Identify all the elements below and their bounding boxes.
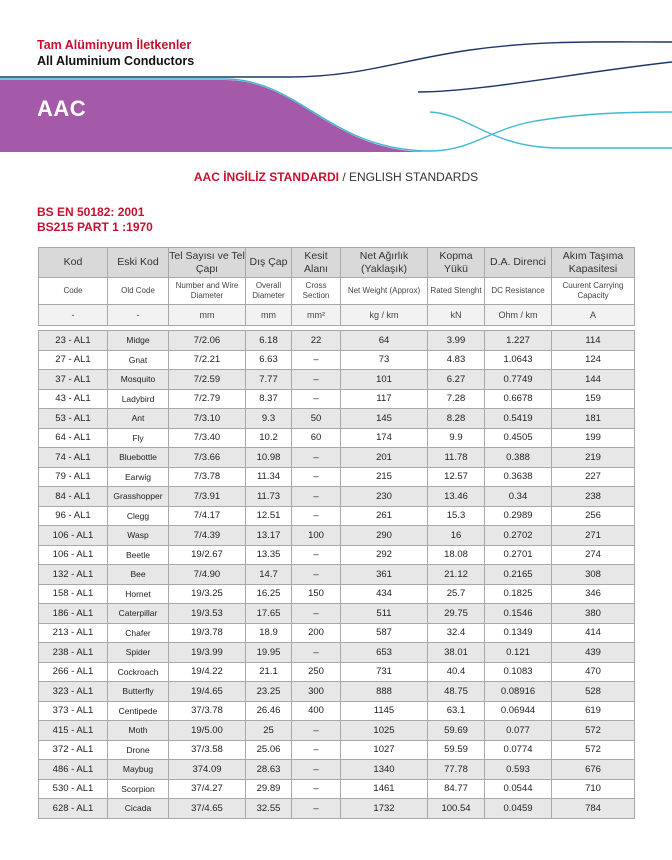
table-cell: – — [292, 389, 341, 409]
table-cell: 100 — [292, 526, 341, 546]
col-subheader: Rated Stenght — [428, 278, 485, 305]
table-cell: 219 — [552, 448, 635, 468]
table-row — [39, 740, 635, 760]
header-row-units — [39, 305, 635, 326]
col-header: Eski Kod — [108, 248, 169, 278]
col-header: Kod — [39, 248, 108, 278]
table-cell: 43 - AL1 — [39, 389, 108, 409]
table-cell: 380 — [552, 604, 635, 624]
table-cell: 200 — [292, 623, 341, 643]
table-cell: 572 — [552, 721, 635, 741]
table-cell: 25.06 — [246, 740, 292, 760]
table-cell: 13.35 — [246, 545, 292, 565]
table-cell: 0.3638 — [485, 467, 552, 487]
table-cell: 101 — [341, 370, 428, 390]
table-cell: 38.01 — [428, 643, 485, 663]
table-cell: 1027 — [341, 740, 428, 760]
table-row — [39, 682, 635, 702]
table-cell: – — [292, 467, 341, 487]
table-cell: 29.89 — [246, 779, 292, 799]
brand-title-turkish: Tam Alüminyum İletkenler — [37, 38, 192, 52]
table-cell: 19/5.00 — [169, 721, 246, 741]
table-row — [39, 428, 635, 448]
table-cell: 7/3.10 — [169, 409, 246, 429]
table-row — [39, 662, 635, 682]
table-cell: Bee — [108, 565, 169, 585]
standard-heading — [0, 170, 672, 184]
col-unit: mm² — [292, 305, 341, 326]
table-row — [39, 779, 635, 799]
table-cell: Mosquito — [108, 370, 169, 390]
table-cell: 0.34 — [485, 487, 552, 507]
table-row — [39, 350, 635, 370]
table-cell: 0.5419 — [485, 409, 552, 429]
col-unit: mm — [169, 305, 246, 326]
table-cell: 19/3.78 — [169, 623, 246, 643]
col-header: Tel Sayısı ve Tel Çapı — [169, 248, 246, 278]
table-cell: – — [292, 799, 341, 819]
table-cell: 60 — [292, 428, 341, 448]
table-cell: Earwig — [108, 467, 169, 487]
table-cell: 1732 — [341, 799, 428, 819]
table-cell: 74 - AL1 — [39, 448, 108, 468]
table-row — [39, 701, 635, 721]
table-row — [39, 799, 635, 819]
table-cell: 11.78 — [428, 448, 485, 468]
table-cell: Spider — [108, 643, 169, 663]
col-subheader: DC Resistance — [485, 278, 552, 305]
table-cell: 300 — [292, 682, 341, 702]
table-cell: 8.37 — [246, 389, 292, 409]
table-cell: 23.25 — [246, 682, 292, 702]
table-cell: 0.121 — [485, 643, 552, 663]
table-cell: Grasshopper — [108, 487, 169, 507]
table-cell: 619 — [552, 701, 635, 721]
col-unit: kg / km — [341, 305, 428, 326]
table-cell: 25 — [246, 721, 292, 741]
table-cell: 7/4.17 — [169, 506, 246, 526]
table-cell: 0.0544 — [485, 779, 552, 799]
table-cell: 308 — [552, 565, 635, 585]
col-subheader: Cuurent Carrying Capacity — [552, 278, 635, 305]
table-cell: 0.6678 — [485, 389, 552, 409]
table-cell: Cockroach — [108, 662, 169, 682]
table-cell: 10.2 — [246, 428, 292, 448]
table-row — [39, 370, 635, 390]
table-cell: 0.08916 — [485, 682, 552, 702]
table-cell: 1461 — [341, 779, 428, 799]
table-cell: 400 — [292, 701, 341, 721]
table-cell: 256 — [552, 506, 635, 526]
table-cell: 64 — [341, 331, 428, 351]
table-cell: 1340 — [341, 760, 428, 780]
table-row — [39, 623, 635, 643]
table-cell: 0.2989 — [485, 506, 552, 526]
table-row — [39, 721, 635, 741]
spec-table-body — [39, 331, 635, 819]
standard-reference-2: BS215 PART 1 :1970 — [37, 220, 153, 234]
table-cell: 7/2.21 — [169, 350, 246, 370]
table-cell: 19/4.22 — [169, 662, 246, 682]
table-row — [39, 565, 635, 585]
table-row — [39, 760, 635, 780]
table-cell: 346 — [552, 584, 635, 604]
col-header: Akım Taşıma Kapasitesi — [552, 248, 635, 278]
table-cell: 731 — [341, 662, 428, 682]
table-cell: 100.54 — [428, 799, 485, 819]
table-cell: – — [292, 448, 341, 468]
table-row — [39, 643, 635, 663]
table-cell: 28.63 — [246, 760, 292, 780]
table-cell: 79 - AL1 — [39, 467, 108, 487]
table-cell: – — [292, 506, 341, 526]
table-cell: 7.77 — [246, 370, 292, 390]
table-cell: 434 — [341, 584, 428, 604]
table-cell: 10.98 — [246, 448, 292, 468]
table-cell: 181 — [552, 409, 635, 429]
table-cell: Moth — [108, 721, 169, 741]
table-cell: 26.46 — [246, 701, 292, 721]
table-cell: 199 — [552, 428, 635, 448]
table-row — [39, 467, 635, 487]
table-cell: 117 — [341, 389, 428, 409]
header-row-tr — [39, 248, 635, 278]
table-cell: 12.57 — [428, 467, 485, 487]
table-cell: 0.2165 — [485, 565, 552, 585]
table-cell: 8.28 — [428, 409, 485, 429]
col-unit: - — [108, 305, 169, 326]
table-cell: 784 — [552, 799, 635, 819]
table-cell: – — [292, 779, 341, 799]
table-cell: 16 — [428, 526, 485, 546]
col-unit: kN — [428, 305, 485, 326]
table-cell: 1.227 — [485, 331, 552, 351]
table-cell: 9.3 — [246, 409, 292, 429]
standard-reference-1: BS EN 50182: 2001 — [37, 205, 145, 219]
navy-curve-lower — [418, 62, 672, 92]
table-cell: 77.78 — [428, 760, 485, 780]
table-cell: 1.0643 — [485, 350, 552, 370]
table-cell: 0.4505 — [485, 428, 552, 448]
table-cell: 17.65 — [246, 604, 292, 624]
table-cell: 530 - AL1 — [39, 779, 108, 799]
table-cell: 21.1 — [246, 662, 292, 682]
table-cell: 439 — [552, 643, 635, 663]
product-title: AAC — [37, 96, 87, 121]
table-cell: Cicada — [108, 799, 169, 819]
table-cell: 7/3.40 — [169, 428, 246, 448]
table-cell: 572 — [552, 740, 635, 760]
table-cell: 186 - AL1 — [39, 604, 108, 624]
table-row — [39, 409, 635, 429]
table-cell: – — [292, 487, 341, 507]
spec-table-header — [38, 247, 635, 326]
table-cell: 373 - AL1 — [39, 701, 108, 721]
col-subheader: Cross Section — [292, 278, 341, 305]
table-cell: 25.7 — [428, 584, 485, 604]
table-cell: 59.69 — [428, 721, 485, 741]
col-subheader: Overall Diameter — [246, 278, 292, 305]
table-cell: Chafer — [108, 623, 169, 643]
table-cell: 0.2701 — [485, 545, 552, 565]
table-cell: Clegg — [108, 506, 169, 526]
col-unit: A — [552, 305, 635, 326]
col-unit: Ohm / km — [485, 305, 552, 326]
table-cell: – — [292, 740, 341, 760]
table-cell: 73 — [341, 350, 428, 370]
table-cell: – — [292, 350, 341, 370]
table-cell: Maybug — [108, 760, 169, 780]
table-row — [39, 487, 635, 507]
table-cell: – — [292, 370, 341, 390]
col-subheader: Net Weight (Approx) — [341, 278, 428, 305]
teal-curve-lower — [430, 112, 672, 148]
table-cell: 0.7749 — [485, 370, 552, 390]
table-cell: 37 - AL1 — [39, 370, 108, 390]
table-cell: 0.593 — [485, 760, 552, 780]
table-cell: 53 - AL1 — [39, 409, 108, 429]
table-cell: 16.25 — [246, 584, 292, 604]
table-cell: 0.06944 — [485, 701, 552, 721]
table-cell: 15.3 — [428, 506, 485, 526]
table-cell: – — [292, 760, 341, 780]
table-cell: 3.99 — [428, 331, 485, 351]
table-cell: 0.1349 — [485, 623, 552, 643]
table-cell: 50 — [292, 409, 341, 429]
table-cell: 40.4 — [428, 662, 485, 682]
table-cell: – — [292, 604, 341, 624]
table-cell: 1025 — [341, 721, 428, 741]
table-cell: 37/3.78 — [169, 701, 246, 721]
table-cell: 19/4.65 — [169, 682, 246, 702]
table-cell: 250 — [292, 662, 341, 682]
col-unit: - — [39, 305, 108, 326]
table-cell: 470 — [552, 662, 635, 682]
col-header: Kopma Yükü — [428, 248, 485, 278]
table-cell: 13.46 — [428, 487, 485, 507]
table-cell: 372 - AL1 — [39, 740, 108, 760]
table-cell: Ladybird — [108, 389, 169, 409]
table-cell: 14.7 — [246, 565, 292, 585]
table-row — [39, 604, 635, 624]
table-cell: 7/3.78 — [169, 467, 246, 487]
table-cell: 106 - AL1 — [39, 526, 108, 546]
table-cell: 106 - AL1 — [39, 545, 108, 565]
table-cell: 415 - AL1 — [39, 721, 108, 741]
table-cell: 145 — [341, 409, 428, 429]
table-row — [39, 545, 635, 565]
table-cell: 37/4.65 — [169, 799, 246, 819]
table-cell: – — [292, 721, 341, 741]
table-cell: 6.18 — [246, 331, 292, 351]
table-cell: 528 — [552, 682, 635, 702]
table-cell: 63.1 — [428, 701, 485, 721]
table-cell: 21.12 — [428, 565, 485, 585]
table-cell: Drone — [108, 740, 169, 760]
table-cell: 150 — [292, 584, 341, 604]
table-cell: 32.4 — [428, 623, 485, 643]
table-cell: 18.9 — [246, 623, 292, 643]
table-cell: Bluebottle — [108, 448, 169, 468]
table-cell: 48.75 — [428, 682, 485, 702]
table-cell: 6.63 — [246, 350, 292, 370]
table-cell: 238 - AL1 — [39, 643, 108, 663]
table-cell: 4.83 — [428, 350, 485, 370]
table-cell: 0.0459 — [485, 799, 552, 819]
header-row-en — [39, 278, 635, 305]
standard-heading-tr: AAC İNGİLİZ STANDARDI — [193, 170, 339, 184]
table-row — [39, 526, 635, 546]
table-cell: 1145 — [341, 701, 428, 721]
table-cell: 414 — [552, 623, 635, 643]
table-cell: 0.1546 — [485, 604, 552, 624]
table-cell: 19/3.53 — [169, 604, 246, 624]
table-cell: 6.27 — [428, 370, 485, 390]
table-cell: 158 - AL1 — [39, 584, 108, 604]
table-cell: 11.34 — [246, 467, 292, 487]
table-cell: 27 - AL1 — [39, 350, 108, 370]
table-cell: 323 - AL1 — [39, 682, 108, 702]
table-cell: 653 — [341, 643, 428, 663]
table-cell: 486 - AL1 — [39, 760, 108, 780]
col-header: Kesit Alanı — [292, 248, 341, 278]
table-cell: 96 - AL1 — [39, 506, 108, 526]
table-cell: 32.55 — [246, 799, 292, 819]
table-cell: 22 — [292, 331, 341, 351]
table-cell: 19/3.99 — [169, 643, 246, 663]
table-cell: 511 — [341, 604, 428, 624]
table-cell: 7/4.39 — [169, 526, 246, 546]
table-cell: 0.1825 — [485, 584, 552, 604]
table-cell: 0.388 — [485, 448, 552, 468]
table-cell: Hornet — [108, 584, 169, 604]
table-cell: 174 — [341, 428, 428, 448]
table-cell: 19.95 — [246, 643, 292, 663]
table-cell: 29.75 — [428, 604, 485, 624]
table-cell: 12.51 — [246, 506, 292, 526]
table-row — [39, 506, 635, 526]
table-cell: – — [292, 565, 341, 585]
table-cell: – — [292, 643, 341, 663]
table-cell: 18.08 — [428, 545, 485, 565]
table-cell: Ant — [108, 409, 169, 429]
col-header: D.A. Direnci — [485, 248, 552, 278]
table-cell: 159 — [552, 389, 635, 409]
table-cell: 710 — [552, 779, 635, 799]
table-cell: 230 — [341, 487, 428, 507]
col-subheader: Old Code — [108, 278, 169, 305]
table-cell: Beetle — [108, 545, 169, 565]
table-cell: Butterfly — [108, 682, 169, 702]
table-cell: Scorpion — [108, 779, 169, 799]
table-cell: 7/2.79 — [169, 389, 246, 409]
table-cell: 274 — [552, 545, 635, 565]
col-header: Dış Çap — [246, 248, 292, 278]
table-cell: 0.2702 — [485, 526, 552, 546]
table-cell: 9.9 — [428, 428, 485, 448]
table-cell: 0.077 — [485, 721, 552, 741]
table-cell: 215 — [341, 467, 428, 487]
table-cell: Wasp — [108, 526, 169, 546]
table-cell: 271 — [552, 526, 635, 546]
col-subheader: Number and Wire Diameter — [169, 278, 246, 305]
table-cell: 7/3.66 — [169, 448, 246, 468]
table-cell: 114 — [552, 331, 635, 351]
table-cell: Fly — [108, 428, 169, 448]
table-cell: Midge — [108, 331, 169, 351]
table-cell: 374.09 — [169, 760, 246, 780]
table-cell: 676 — [552, 760, 635, 780]
table-cell: 587 — [341, 623, 428, 643]
table-cell: 59.59 — [428, 740, 485, 760]
table-cell: Caterpillar — [108, 604, 169, 624]
standard-heading-en: / ENGLISH STANDARDS — [338, 170, 479, 184]
col-subheader: Code — [39, 278, 108, 305]
table-cell: 888 — [341, 682, 428, 702]
table-cell: 7/4.90 — [169, 565, 246, 585]
table-cell: 290 — [341, 526, 428, 546]
table-cell: 238 — [552, 487, 635, 507]
table-cell: 37/4.27 — [169, 779, 246, 799]
table-row — [39, 584, 635, 604]
brand-title-english: All Aluminium Conductors — [37, 54, 195, 68]
table-cell: 132 - AL1 — [39, 565, 108, 585]
table-cell: 628 - AL1 — [39, 799, 108, 819]
table-cell: 23 - AL1 — [39, 331, 108, 351]
spec-table — [38, 330, 635, 819]
table-cell: 144 — [552, 370, 635, 390]
table-cell: 84.77 — [428, 779, 485, 799]
table-cell: 0.1083 — [485, 662, 552, 682]
table-cell: Centipede — [108, 701, 169, 721]
table-cell: 227 — [552, 467, 635, 487]
table-cell: 266 - AL1 — [39, 662, 108, 682]
table-cell: 0.0774 — [485, 740, 552, 760]
table-row — [39, 331, 635, 351]
table-cell: 64 - AL1 — [39, 428, 108, 448]
table-cell: 201 — [341, 448, 428, 468]
table-cell: 213 - AL1 — [39, 623, 108, 643]
table-cell: – — [292, 545, 341, 565]
table-cell: 84 - AL1 — [39, 487, 108, 507]
table-cell: Gnat — [108, 350, 169, 370]
table-cell: 19/2.67 — [169, 545, 246, 565]
table-cell: 7.28 — [428, 389, 485, 409]
table-cell: 261 — [341, 506, 428, 526]
table-cell: 11.73 — [246, 487, 292, 507]
table-row — [39, 389, 635, 409]
table-cell: 37/3.58 — [169, 740, 246, 760]
col-unit: mm — [246, 305, 292, 326]
table-cell: 124 — [552, 350, 635, 370]
col-header: Net Ağırlık (Yaklaşık) — [341, 248, 428, 278]
table-cell: 7/2.59 — [169, 370, 246, 390]
table-cell: 361 — [341, 565, 428, 585]
table-row — [39, 448, 635, 468]
table-cell: 13.17 — [246, 526, 292, 546]
table-cell: 292 — [341, 545, 428, 565]
table-cell: 7/3.91 — [169, 487, 246, 507]
table-cell: 7/2.06 — [169, 331, 246, 351]
header-banner — [0, 0, 672, 170]
table-cell: 19/3.25 — [169, 584, 246, 604]
